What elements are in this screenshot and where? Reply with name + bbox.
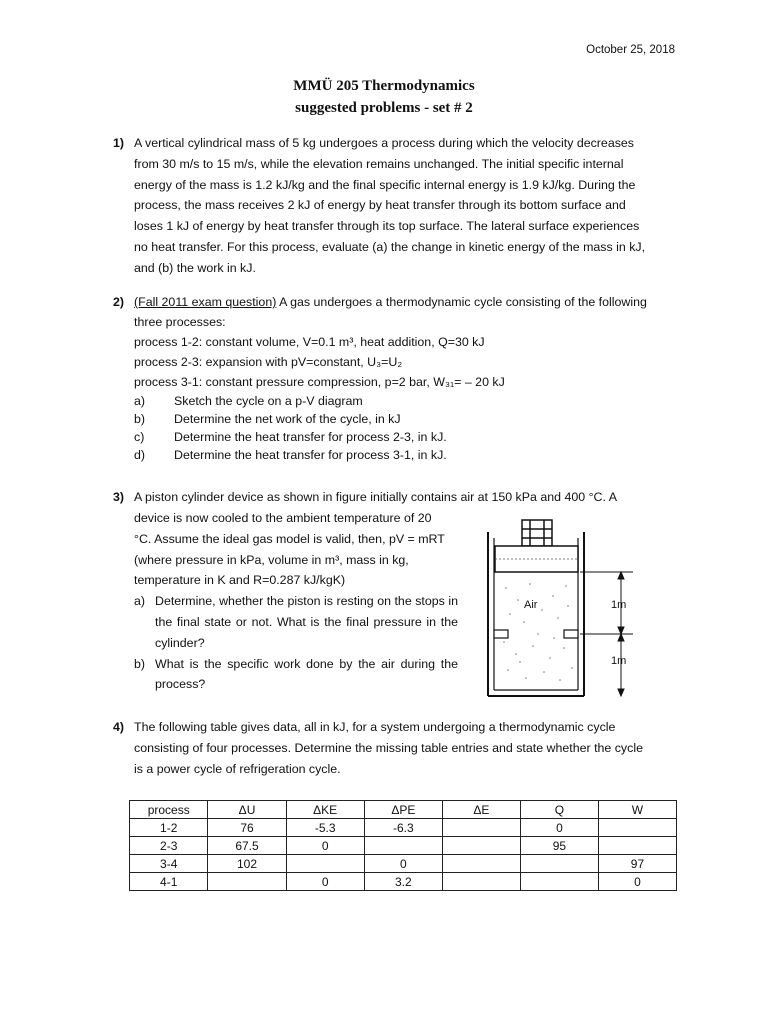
problem-1-line: and (b) the work in kJ. <box>134 260 256 275</box>
table-cell: -5.3 <box>286 819 364 837</box>
problem-2-number: 2) <box>113 295 125 309</box>
problem-4-number: 4) <box>113 720 125 734</box>
table-cell: 67.5 <box>208 837 286 855</box>
problem-1-line: process, the mass receives 2 kJ of energy by heat transfer through its bottom surface and <box>134 198 626 213</box>
table-cell: 102 <box>208 855 286 873</box>
table-cell <box>364 837 442 855</box>
document-title: MMÜ 205 Thermodynamics <box>293 78 475 94</box>
problem-1-line: from 30 m/s to 15 m/s, while the elevation remains unchanged. The initial specific internal <box>134 156 624 171</box>
left-stop <box>494 630 508 638</box>
process-line: process 3-1: constant pressure compression, p=2 bar, W₃₁= – 20 kJ <box>134 375 505 389</box>
table-cell: 4-1 <box>130 873 208 891</box>
sub-question: a) Determine, whether the piston is resting on the stops in the final state or not. What is the final pressure in the cylinder? <box>134 594 458 650</box>
right-stop <box>564 630 578 638</box>
table-cell <box>208 873 286 891</box>
sub-question: c) Determine the heat transfer for process 2-3, in kJ. <box>134 430 447 444</box>
table-cell <box>520 873 598 891</box>
table-header: W <box>598 801 676 819</box>
table-cell: 0 <box>286 873 364 891</box>
sub-question: b) Determine the net work of the cycle, in kJ <box>134 412 401 426</box>
problem-1-number: 1) <box>113 136 125 150</box>
problem-1-text <box>134 133 677 279</box>
table-cell: 95 <box>520 837 598 855</box>
sub-question: d) Determine the heat transfer for process 3-1, in kJ. <box>134 448 447 462</box>
table-cell <box>520 855 598 873</box>
problem-1-line: energy of the mass is 1.2 kJ/kg and the final specific internal energy is 1.9 kJ/kg. During the <box>134 177 636 192</box>
document-subtitle: suggested problems - set # 2 <box>295 100 473 116</box>
problem-4-line: consisting of four processes. Determine the missing table entries and state whether the cycle <box>134 740 643 755</box>
table-cell <box>442 819 520 837</box>
exam-source-note: (Fall 2011 exam question) <box>134 295 277 309</box>
problem-3-line: °C. Assume the ideal gas model is valid, then, pV = mRT <box>134 531 445 546</box>
problem-3-number: 3) <box>113 490 125 504</box>
table-row <box>130 873 677 891</box>
sub-question: a) Sketch the cycle on a p-V diagram <box>134 394 363 408</box>
process-line: process 2-3: expansion with pV=constant, U₃=U₂ <box>134 355 403 369</box>
table-cell <box>598 837 676 855</box>
table-cell: 97 <box>598 855 676 873</box>
table-header: ΔPE <box>364 801 442 819</box>
problem-3-first-line: A piston cylinder device as shown in figure initially contains air at 150 kPa and 400 °C. A <box>134 490 617 504</box>
piston-cylinder-figure <box>458 518 668 708</box>
table-cell: -6.3 <box>364 819 442 837</box>
problem-1-line: A vertical cylindrical mass of 5 kg undergoes a process during which the velocity decreases <box>134 136 634 150</box>
table-header: process <box>130 801 208 819</box>
table-header: ΔKE <box>286 801 364 819</box>
problem-2-text <box>134 292 677 464</box>
problem-3-line: device is now cooled to the ambient temperature of 20 <box>134 511 432 525</box>
problem-4-text <box>134 717 677 779</box>
table-cell: 0 <box>286 837 364 855</box>
gas-fill <box>503 583 573 681</box>
table-cell <box>442 855 520 873</box>
problem-4-line: is a power cycle of refrigeration cycle. <box>134 761 341 776</box>
piston-weights <box>522 520 552 546</box>
problem-3-line: temperature in K and R=0.287 kJ/kgK) <box>134 573 346 588</box>
table-cell: 0 <box>520 819 598 837</box>
cycle-data-table <box>129 800 677 891</box>
table-header: ΔE <box>442 801 520 819</box>
sub-question: b) What is the specific work done by the air during the process? <box>134 656 458 692</box>
table-row <box>130 837 677 855</box>
table-cell: 0 <box>364 855 442 873</box>
table-cell: 76 <box>208 819 286 837</box>
table-row <box>130 855 677 873</box>
table-cell <box>442 837 520 855</box>
problem-3-text <box>134 508 458 695</box>
table-cell: 1-2 <box>130 819 208 837</box>
table-header: ΔU <box>208 801 286 819</box>
table-row <box>130 819 677 837</box>
gas-label: Air <box>524 599 538 611</box>
upper-dimension-label: 1m <box>611 599 627 611</box>
problem-2-intro: A gas undergoes a thermodynamic cycle consisting of the following <box>276 295 647 309</box>
process-line: process 1-2: constant volume, V=0.1 m³, heat addition, Q=30 kJ <box>134 335 485 349</box>
problem-1-line: no heat transfer. For this process, evaluate (a) the change in kinetic energy of the mass in kJ, <box>134 239 646 254</box>
table-cell: 3.2 <box>364 873 442 891</box>
table-header: Q <box>520 801 598 819</box>
lower-dimension-label: 1m <box>611 655 627 667</box>
problem-3-line: (where pressure in kPa, volume in m³, mass in kg, <box>134 552 409 567</box>
table-cell: 2-3 <box>130 837 208 855</box>
dimension-lines <box>580 572 633 696</box>
piston <box>495 546 578 572</box>
problem-1-line: loses 1 kJ of energy by heat transfer through its top surface. The lateral surface experiences <box>134 219 640 234</box>
problem-2-intro-line2: three processes: <box>134 315 226 329</box>
table-cell <box>442 873 520 891</box>
table-cell <box>286 855 364 873</box>
table-header-row <box>130 801 677 819</box>
table-cell <box>598 819 676 837</box>
table-cell: 0 <box>598 873 676 891</box>
document-date: October 25, 2018 <box>586 44 675 56</box>
problem-4-line: The following table gives data, all in kJ, for a system undergoing a thermodynamic cycle <box>134 720 616 734</box>
table-cell: 3-4 <box>130 855 208 873</box>
